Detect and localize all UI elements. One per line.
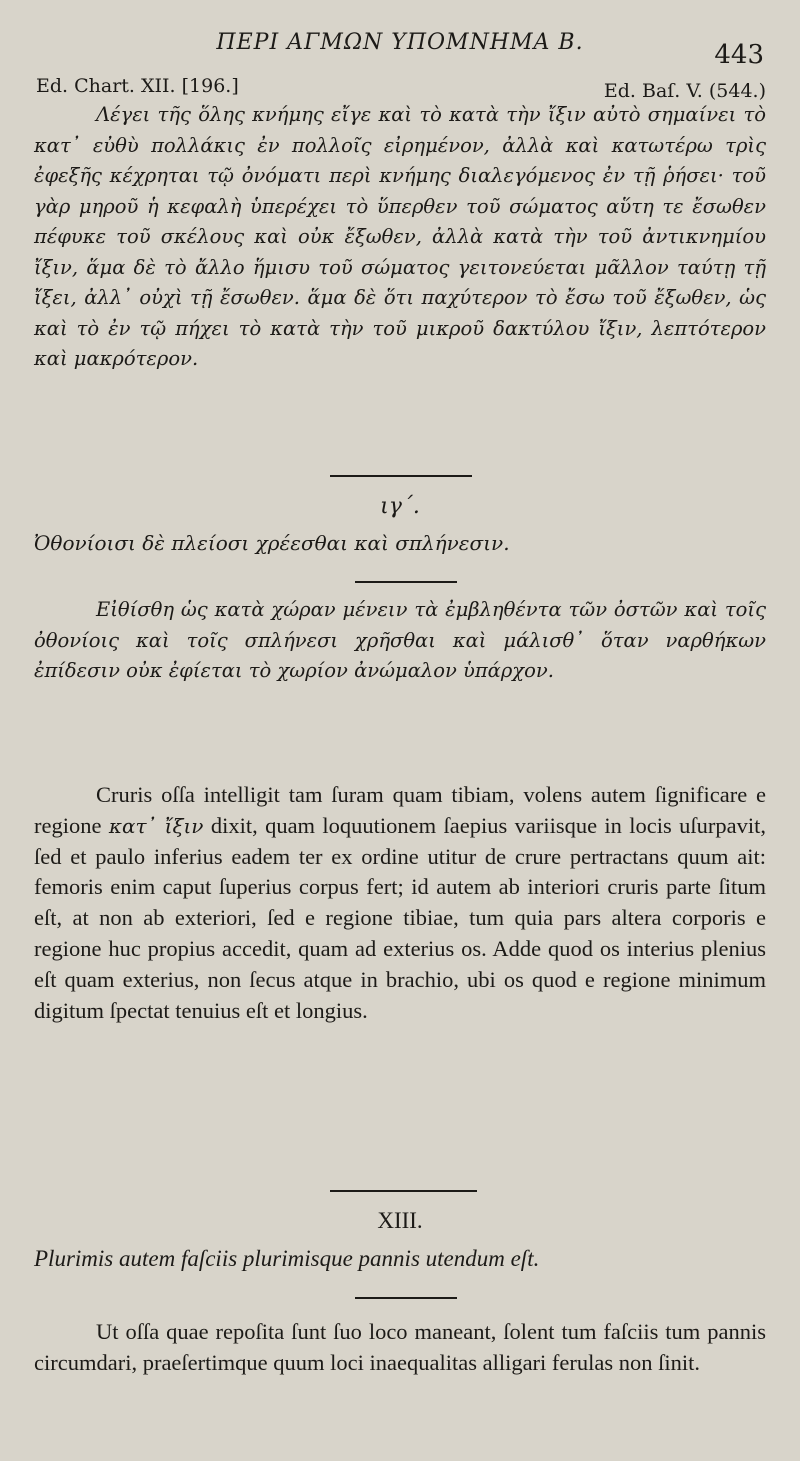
latin-commentary [34,780,766,1026]
section-divider-latin [330,1190,477,1192]
greek-section-commentary [34,595,766,687]
latin-section-commentary-text: Ut oſſa quae repoſita ſunt ſuo loco maneant, ſolent tum faſciis tum pannis circumdari, praeſertimque quum loci inaequalitas alligari ferulas non ſinit. [34,1319,766,1375]
greek-lemma: Ὀθονίοισι δὲ πλείοσι χρέεσθαι καὶ σπλήνεσιν. [34,531,510,555]
latin-section-commentary [34,1317,766,1379]
section-divider [330,475,472,477]
edition-reference-left: Ed. Chart. XII. [196.] [36,75,239,97]
latin-commentary-start: Cruris oſſa intelligit tam ſuram quam tibiam, volens autem ſignificare e regione [34,782,766,838]
running-head: ΠΕΡΙ ΑΓΜΩΝ ΥΠΟΜΝΗΜΑ Β. [216,30,584,55]
latin-commentary-text [34,780,766,1026]
lemma-divider [355,581,457,583]
latin-lemma: Plurimis autem faſciis plurimisque pannis utendum eſt. [34,1246,540,1271]
latin-commentary-rest: dixit, quam loquutionem ſaepius variisque in locis uſurpavit, ſed et paulo inferius eadem ter ex ordine utitur de crure pertractans quum ait: femoris enim caput ſuperius corpus fert; id autem ab interiori cruris parte ſitum eſt, at non ab exteriori, ſed e regione tibiae, tum quia pars altera corporis e regione huc propius accedit, quam ad exterius os. Adde quod os interius plenius eſt quam exterius, non ſecus atque in brachio, ubi os quod e regione minimum digitum ſpectat tenuius eſt et longius. [34,812,767,1023]
greek-section-commentary-text: Εἰθίσθη ὡς κατὰ χώραν μένειν τὰ ἐμβληθέντα τῶν ὀστῶν καὶ τοῖς ὀθονίοις καὶ τοῖς σπλήνεσι χρῆσθαι καὶ μάλισθ᾽ ὅταν ναρθήκων ἐπίδεσιν οὐκ ἐφίεται τὸ χωρίον ἀνώμαλον ὑπάρχον. [34,598,766,682]
lemma-divider-latin [355,1297,457,1299]
greek-commentary [34,100,766,375]
latin-section-number: XIII. [377,1208,423,1233]
edition-reference-right: Ed. Baſ. V. (544.) [603,80,766,102]
greek-commentary-text: Λέγει τῆς ὅλης κνήμης εἴγε καὶ τὸ κατὰ τὴν ἴξιν αὐτὸ σημαίνει τὸ κατ᾽ εὐθὺ πολλάκις ἐν πολλοῖς εἰρημένον, ἀλλὰ καὶ κατωτέρω τρὶς ἐφεξῆς κέχρηται τῷ ὀνόματι περὶ κνήμης διαλεγόμενος ἐν τῇ ῥήσει· τοῦ γὰρ μηροῦ ἡ κεφαλὴ ὑπερέχει τὸ ὕπερθεν τοῦ σώματος αὕτη τε ἔσωθεν πέφυκε τοῦ σκέλους καὶ οὐκ ἔξωθεν, ἀλλὰ κατὰ τὴν τοῦ ἀντικνημίου ἴξιν, ἅμα δὲ τὸ ἄλλο ἥμισυ τοῦ σώματος γειτονεύεται μᾶλλον ταύτῃ τῇ ἴξει, ἀλλ᾽ οὐχὶ τῇ ἔσωθεν. ἅμα δὲ ὅτι παχύτερον τὸ ἔσω τοῦ ἔξωθεν, ὡς καὶ τὸ ἐν τῷ πήχει τὸ κατὰ τὴν τοῦ μικροῦ δακτύλου ἴξιν, λεπτότερον καὶ μακρότερον. [34,103,766,370]
page-number: 443 [714,40,764,70]
greek-section-number: ιγ΄. [380,494,420,519]
greek-inline-phrase: κατ᾽ ἴξιν [108,813,204,838]
